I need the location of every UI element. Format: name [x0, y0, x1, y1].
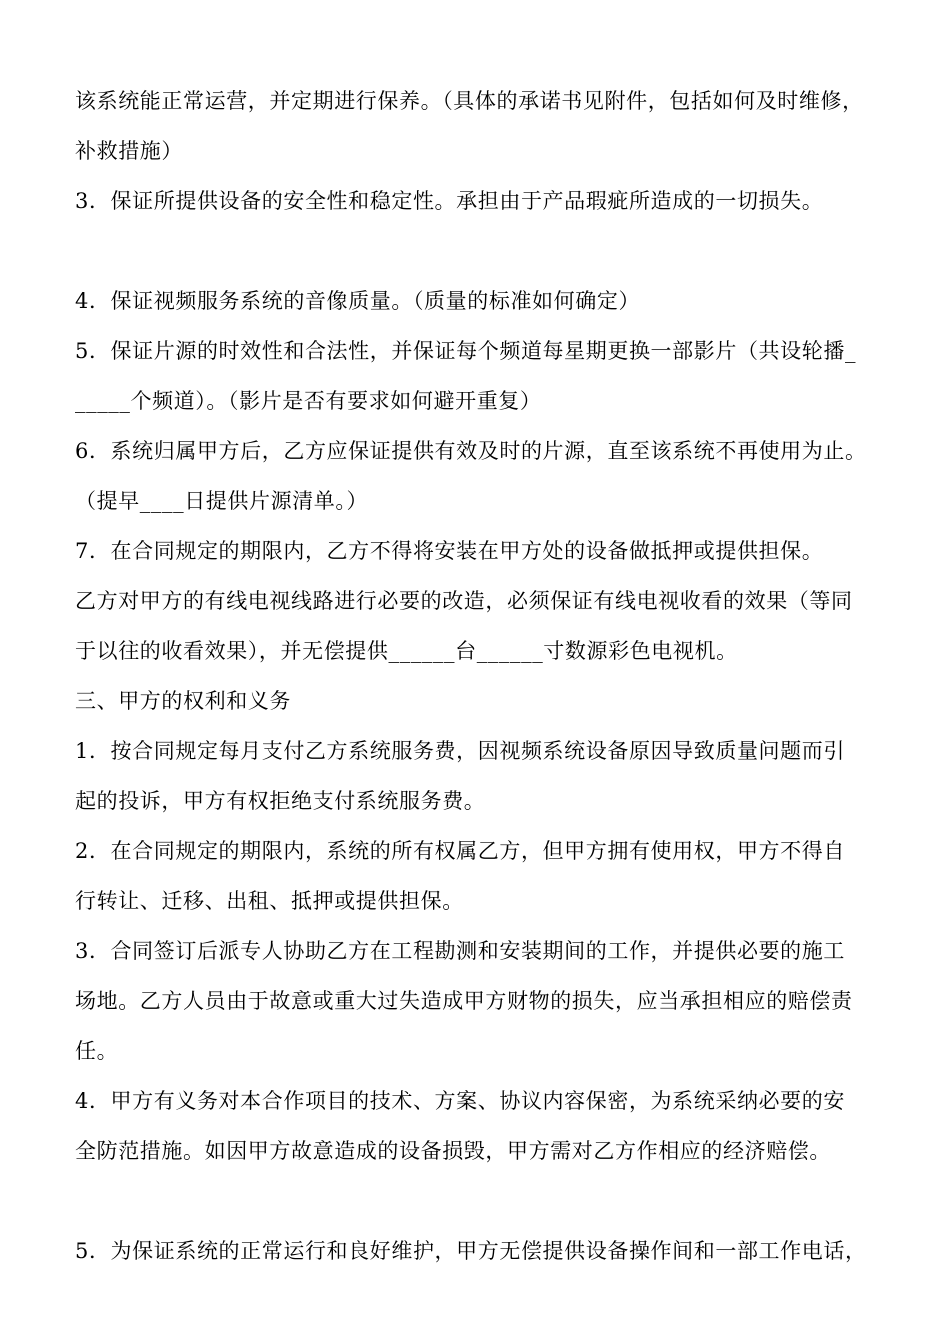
text-line: 补救措施） [75, 139, 183, 163]
text-line: 乙方对甲方的有线电视线路进行必要的改造，必须保证有线电视收看的效果（等同 [75, 589, 853, 613]
text-line: 全防范措施。如因甲方故意造成的设备损毁，甲方需对乙方作相应的经济赔偿。 [75, 1139, 831, 1163]
text-line: 行转让、迁移、出租、抵押或提供担保。 [75, 889, 464, 913]
text-line: 6．系统归属甲方后，乙方应保证提供有效及时的片源，直至该系统不再使用为止。 [75, 439, 867, 463]
text-line: 5．为保证系统的正常运行和良好维护，甲方无偿提供设备操作间和一部工作电话， [75, 1239, 867, 1263]
text-line: 任。 [75, 1039, 119, 1063]
text-line: 3．保证所提供设备的安全性和稳定性。承担由于产品瑕疵所造成的一切损失。 [75, 189, 824, 213]
text-line: （提早____日提供片源清单。） [75, 489, 369, 513]
text-line: 4．保证视频服务系统的音像质量。（质量的标准如何确定） [75, 289, 641, 313]
text-line: _____个频道）。（影片是否有要求如何避开重复） [75, 389, 542, 413]
text-line: 7．在合同规定的期限内，乙方不得将安装在甲方处的设备做抵押或提供担保。 [75, 539, 824, 563]
section-heading: 三、甲方的权利和义务 [75, 689, 291, 713]
text-line: 该系统能正常运营，并定期进行保养。（具体的承诺书见附件，包括如何及时维修， [75, 89, 864, 113]
text-line: 3．合同签订后派专人协助乙方在工程勘测和安装期间的工作，并提供必要的施工 [75, 939, 845, 963]
text-line: 4．甲方有义务对本合作项目的技术、方案、协议内容保密，为系统采纳必要的安 [75, 1089, 845, 1113]
text-line: 5．保证片源的时效性和合法性，并保证每个频道每星期更换一部影片（共设轮播_ [75, 339, 857, 363]
text-line: 1．按合同规定每月支付乙方系统服务费，因视频系统设备原因导致质量问题而引 [75, 739, 845, 763]
text-line: 于以往的收看效果），并无偿提供______台______寸数源彩色电视机。 [75, 639, 738, 663]
text-line: 2．在合同规定的期限内，系统的所有权属乙方，但甲方拥有使用权，甲方不得自 [75, 839, 845, 863]
text-line: 场地。乙方人员由于故意或重大过失造成甲方财物的损失，应当承担相应的赔偿责 [75, 989, 853, 1013]
text-line: 起的投诉，甲方有权拒绝支付系统服务费。 [75, 789, 486, 813]
